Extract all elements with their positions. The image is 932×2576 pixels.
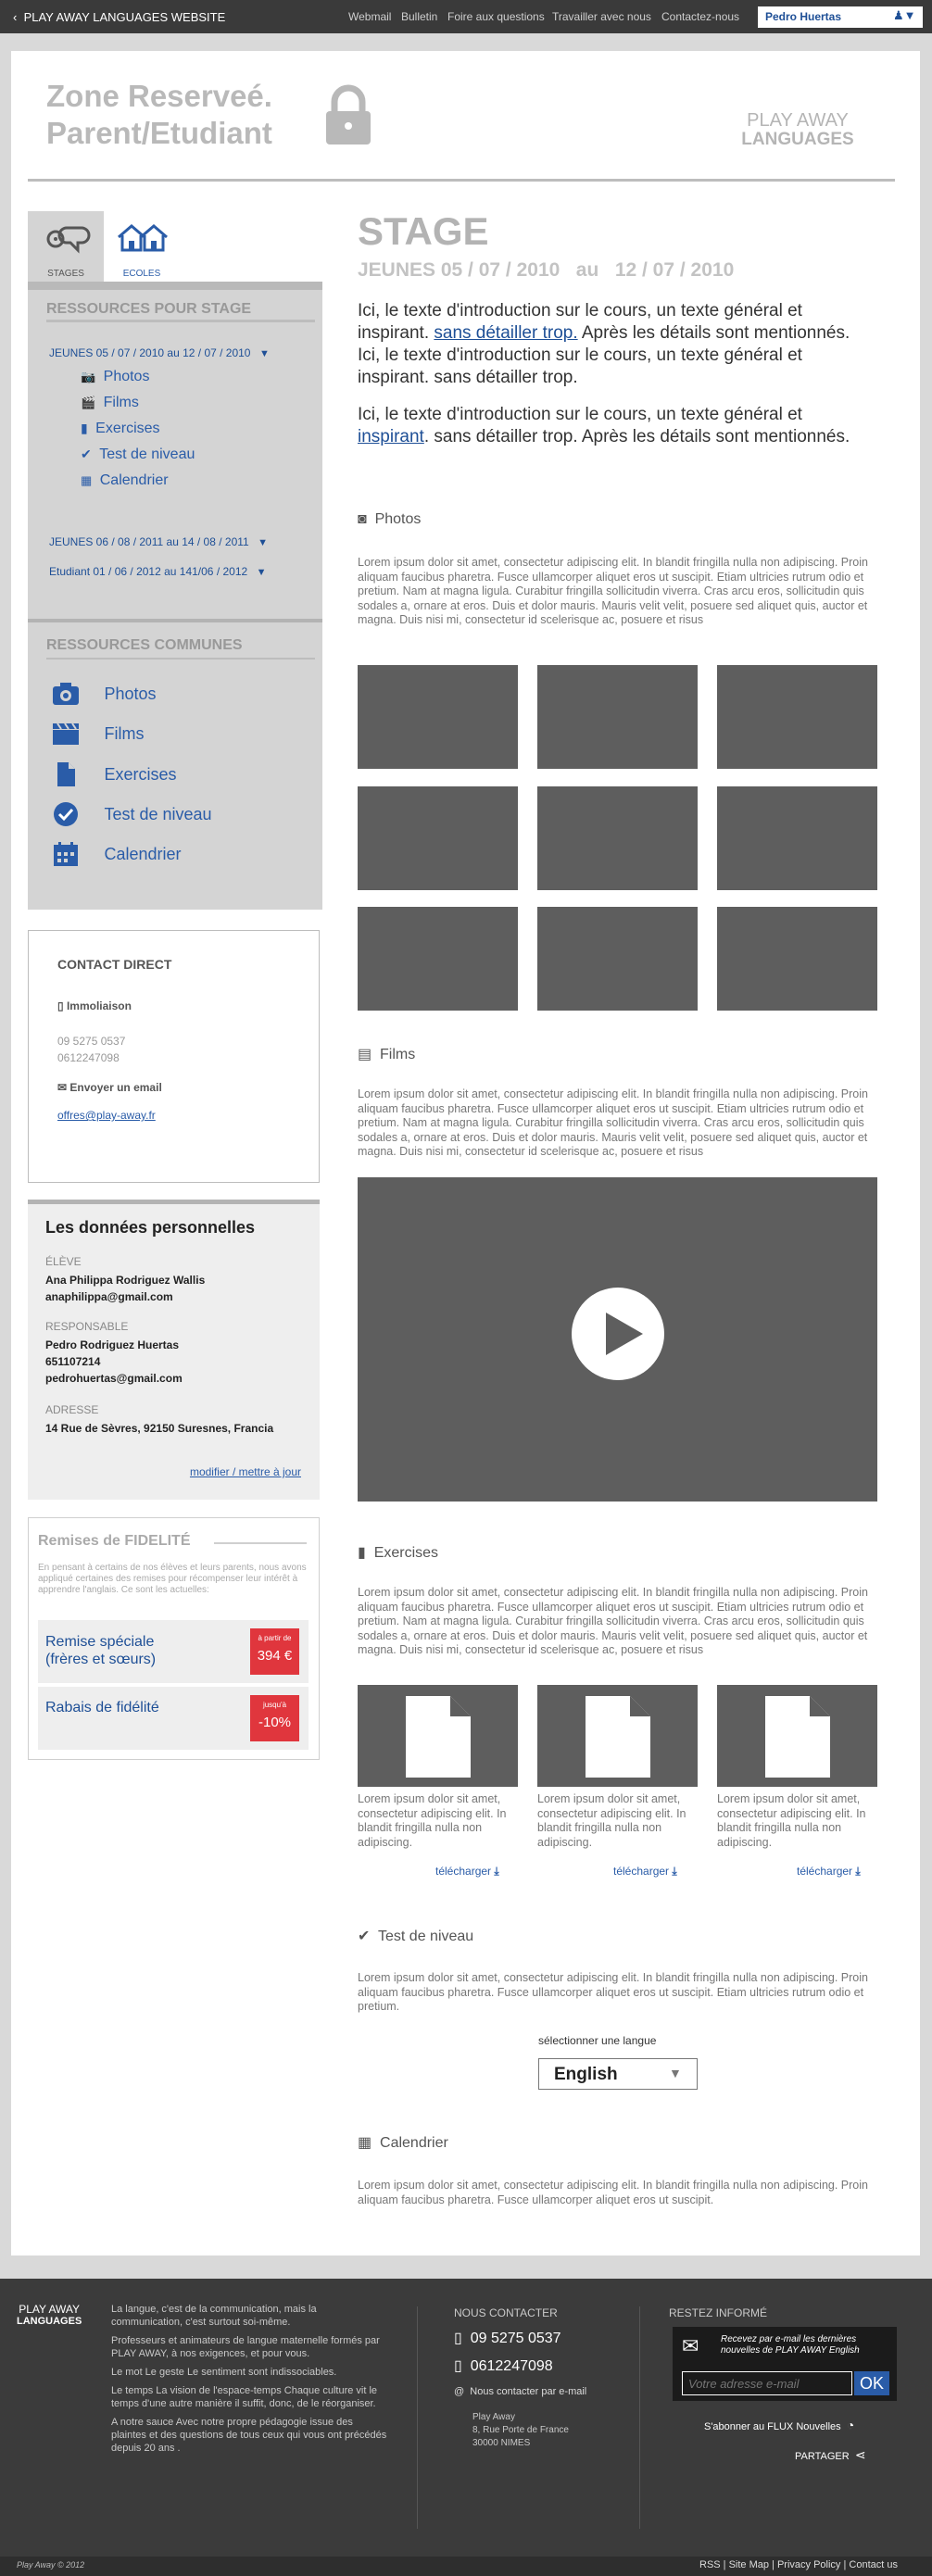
student-details [45, 1272, 205, 1305]
header-separator [28, 179, 895, 182]
intro1-text-b: Après les détails sont mentionnés. Ici, le texte d'introduction sur le cours, un texte général et inspirant. sans détailler trop. [358, 323, 850, 387]
personal-title: Les données personnelles [45, 1218, 256, 1237]
caret-down-icon: ▼ [250, 567, 267, 578]
footer-phone1-label: 09 5275 0537 [470, 2331, 561, 2346]
intro-paragraph-1 [358, 300, 858, 389]
offer-siblings-badge-small: à partir de [258, 1634, 292, 1642]
download-icon: ⤓ [855, 1865, 861, 1878]
rss-icon: ◔ [846, 2418, 855, 2432]
copyright: Play Away © 2012 [17, 2560, 85, 2570]
fidelity-title-rule [214, 1542, 307, 1544]
check-circle-icon: ✔ [358, 1929, 371, 1944]
footer [0, 2279, 932, 2557]
stage-films-label: Films [103, 395, 139, 410]
document-icon [404, 1694, 472, 1779]
share-button[interactable] [795, 2447, 866, 2463]
footer-links[interactable]: RSS | Site Map | Privacy Policy | Contact us [699, 2559, 898, 2570]
offer-siblings-badge-value: 394 € [257, 1648, 293, 1664]
films-description: Lorem ipsum dolor sit amet, consectetur adipiscing elit. In blandit fringilla nulla non adipiscing. Proin aliquam faucibus pharetra. Fusce ullamcorper aliquet eros ut suscipit. Etiam ultricies rutrum odio et pretium. Nam at magna ligula. Curabitur fringilla sollicitudin viverra. Cras arcu eros, sollicitudin quis sodales a, ornare at eros. Duis et dolor mauris. Mauris velit velit, posuere sed aliquet quis, auctor et magna. Duis nisi mi, consectetur id scelerisque ac, posuere et risus [358, 1087, 868, 1158]
stage-resources-title: RESSOURCES POUR STAGE [46, 301, 252, 317]
stage-group-1[interactable] [49, 346, 270, 359]
top-bar [0, 0, 932, 33]
common-exercises-label: Exercises [104, 764, 177, 784]
calendar-description: Lorem ipsum dolor sit amet, consectetur adipiscing elit. In blandit fringilla nulla non adipiscing. Proin aliquam faucibus pharetra. Fusce ullamcorper aliquet eros ut suscipit. [358, 2179, 868, 2206]
footer-phone2-label: 0612247098 [470, 2358, 553, 2374]
footer-brand-top: PLAY AWAY [19, 2303, 81, 2316]
user-icon: ♟▼ [893, 8, 916, 22]
footer-contact-title: NOUS CONTACTER [454, 2306, 558, 2319]
offer-loyalty-label: Rabais de fidélité [45, 1700, 159, 1715]
intro-paragraph-2 [358, 404, 858, 448]
tab-underline [28, 282, 322, 290]
send-email-label: Envoyer un email [69, 1081, 162, 1094]
tab-stages-label: STAGES [47, 269, 84, 279]
responsible-details [45, 1337, 183, 1387]
films-heading [358, 1045, 415, 1063]
footer-logo [17, 2303, 82, 2327]
exercise-caption: Lorem ipsum dolor sit amet, consectetur adipiscing elit. In blandit fringilla nulla non adipiscing. [717, 1792, 866, 1849]
common-test-label: Test de niveau [104, 804, 212, 823]
footer-address-1: Play Away [472, 2412, 515, 2422]
footer-about-3: Le mot Le geste Le sentiment sont indissociables. [111, 2367, 337, 2378]
intro2-link[interactable]: inspirant [358, 427, 424, 446]
check-circle-icon [52, 801, 80, 827]
common-photos-label: Photos [104, 684, 157, 703]
document-icon: ▮ [358, 1545, 366, 1561]
video-player[interactable] [358, 1177, 877, 1502]
brand-logo [737, 110, 858, 148]
tab-stages[interactable] [28, 211, 104, 282]
envelope-icon: ✉ [57, 1081, 68, 1094]
schools-icon [115, 219, 170, 256]
stage-exercises-label: Exercises [95, 421, 160, 436]
footer-about-2: Professeurs et animateurs de langue maternelle formés par PLAY AWAY, à nos exigences, et pour vous. [111, 2335, 380, 2359]
exercises-description: Lorem ipsum dolor sit amet, consectetur adipiscing elit. In blandit fringilla nulla non adipiscing. Proin aliquam faucibus pharetra. Fusce ullamcorper aliquet eros ut suscipit. Etiam ultricies rutrum odio et pretium. Nam at magna ligula. Curabitur fringilla sollicitudin viverra. Cras arcu eros, sollicitudin quis sodales a, ornare at eros. Duis et dolor mauris. Mauris velit velit, posuere sed aliquet quis, auctor et magna. Duis nisi mi, consectetur id scelerisque ac, posuere et risus [358, 1586, 868, 1656]
photo-thumbnail[interactable] [358, 786, 518, 890]
contact-email-link[interactable]: offres@play-away.fr [57, 1109, 156, 1122]
stage-group-2-label: JEUNES 06 / 08 / 2011 au 14 / 08 / 2011 [49, 535, 249, 548]
back-label: PLAY AWAY LANGUAGES WEBSITE [23, 10, 226, 24]
play-icon[interactable] [571, 1287, 665, 1381]
caret-down-icon: ▼ [253, 348, 270, 359]
footer-address-3: 30000 NIMES [472, 2438, 531, 2448]
footer-about-4: Le temps La vision de l'espace-temps Chaque culture vit le temps d'une autre manière il suffit, donc, de le réorganiser. [111, 2385, 378, 2409]
fidelity-intro: En pensant à certains de nos élèves et leurs parents, nous avons appliqué certaines des remises pour récompenser leur intérêt à apprendre l'anglais. Ce sont les actuelles: [38, 1563, 307, 1595]
personal-data-box [28, 1200, 320, 1500]
common-title-rule [46, 658, 315, 660]
lock-icon [322, 83, 374, 146]
tab-ecoles[interactable] [104, 211, 180, 282]
page-header-title [46, 78, 272, 152]
exercises-heading [358, 1543, 438, 1562]
send-email-link[interactable] [57, 1081, 162, 1094]
brand-top: PLAY AWAY [747, 110, 849, 131]
camera-icon: ◙ [358, 511, 367, 527]
stage-calendar-label: Calendrier [99, 472, 169, 488]
intro1-text-a: Ici, le texte d'introduction sur le cours, un texte général et inspirant. [358, 301, 802, 343]
footer-phone2[interactable] [454, 2356, 553, 2375]
offer-loyalty-badge-small: jusqu'à [262, 1701, 287, 1709]
student-email: anaphilippa@gmail.com [45, 1290, 173, 1303]
exercise-caption: Lorem ipsum dolor sit amet, consectetur adipiscing elit. In blandit fringilla nulla non adipiscing. [537, 1792, 686, 1849]
offer-loyalty-badge [250, 1695, 299, 1741]
stage-group-1-label: JEUNES 05 / 07 / 2010 au 12 / 07 / 2010 [49, 346, 251, 359]
download-label: télécharger [435, 1865, 492, 1878]
brand-bottom: LANGUAGES [741, 130, 854, 149]
clapper-icon: ▤ [358, 1047, 372, 1062]
photo-thumbnail[interactable] [717, 786, 877, 890]
nav-contact[interactable]: Contactez-nous [661, 10, 740, 23]
stage-title-rule [46, 320, 315, 322]
common-calendar-link[interactable] [52, 841, 182, 867]
calendar-heading-label: Calendrier [380, 2135, 448, 2151]
nav-faq[interactable]: Foire aux questions [447, 10, 545, 23]
envelope-icon: ✉ [682, 2334, 699, 2357]
photo-thumbnail[interactable] [358, 907, 518, 1011]
contact-phone1: 09 5275 0537 [57, 1035, 126, 1048]
responsible-phone: 651107214 [45, 1355, 101, 1368]
rss-subscribe-link[interactable] [704, 2418, 854, 2432]
download-button[interactable] [435, 1865, 499, 1879]
nav-work-with-us[interactable]: Travailler avec nous [552, 10, 651, 23]
document-icon [52, 761, 80, 787]
rss-label: S'abonner au FLUX Nouvelles [704, 2421, 841, 2432]
footer-brand-bottom: LANGUAGES [17, 2316, 82, 2327]
photos-heading [358, 511, 421, 528]
newsletter-text: Recevez par e-mail les dernières nouvelles de PLAY AWAY English [721, 2334, 860, 2356]
offer-siblings-line2: (frères et sœurs) [45, 1652, 157, 1667]
download-label: télécharger [613, 1865, 670, 1878]
calendar-heading [358, 2133, 448, 2152]
exercise-thumbnail[interactable] [537, 1685, 698, 1787]
exercise-caption: Lorem ipsum dolor sit amet, consectetur adipiscing elit. In blandit fringilla nulla non adipiscing. [358, 1792, 507, 1849]
at-icon: @ [454, 2386, 465, 2397]
user-menu[interactable] [758, 6, 923, 28]
camera-icon [52, 682, 80, 706]
stage-group-2[interactable] [49, 535, 268, 548]
download-label: télécharger [797, 1865, 853, 1878]
test-heading-label: Test de niveau [378, 1929, 474, 1944]
update-data-link[interactable]: modifier / mettre à jour [189, 1465, 301, 1478]
stage-films-link[interactable] [81, 395, 139, 411]
offer-siblings-label [45, 1633, 156, 1668]
phone-icon: ▯ [454, 2331, 462, 2346]
footer-bottom-bar [0, 2557, 932, 2576]
common-films-label: Films [104, 723, 145, 743]
offer-siblings[interactable] [38, 1620, 309, 1683]
fidelity-title: Remises de FIDELITÉ [38, 1533, 191, 1549]
calendar-icon: ▦ [358, 2135, 372, 2151]
common-test-link[interactable] [52, 801, 212, 827]
photo-thumbnail[interactable] [358, 665, 518, 769]
back-to-website-link[interactable]: ‹ PLAY AWAY LANGUAGES WEBSITE [13, 10, 226, 24]
clapper-icon: 🎬 [81, 396, 96, 409]
stages-icon [41, 219, 93, 256]
footer-about-5: A notre sauce Avec notre propre pédagogie issue des plaintes et des questions de tous ceux qui vous ont précédés depuis 20 ans . [111, 2417, 387, 2454]
clapper-icon [52, 722, 80, 746]
newsletter-ok-button[interactable]: OK [854, 2371, 889, 2395]
stage-group-3[interactable] [49, 565, 267, 578]
footer-email-label: Nous contacter par e-mail [470, 2386, 587, 2397]
photos-description: Lorem ipsum dolor sit amet, consectetur adipiscing elit. In blandit fringilla nulla non adipiscing. Proin aliquam faucibus pharetra. Fusce ullamcorper aliquet eros ut suscipit. Etiam ultricies rutrum odio et pretium. Nam at magna ligula. Curabitur fringilla sollicitudin viverra. Cras arcu eros, sollicitudin quis sodales a, ornare at eros. Duis et dolor mauris. Mauris velit velit, posuere sed aliquet quis, auctor et magna. Duis nisi mi, consectetur id scelerisque ac, posuere et risus [358, 556, 868, 626]
exercises-heading-label: Exercises [373, 1545, 439, 1561]
share-icon: ⋖ [854, 2447, 866, 2462]
stage-test-link[interactable] [81, 446, 195, 463]
download-icon: ⤓ [672, 1865, 677, 1878]
photo-thumbnail[interactable] [537, 665, 698, 769]
offer-loyalty-badge-value: -10% [258, 1715, 292, 1730]
language-select-value: English [554, 2065, 618, 2084]
student-name: Ana Philippa Rodriguez Wallis [45, 1274, 206, 1287]
footer-address [472, 2411, 569, 2450]
common-resources-title: RESSOURCES COMMUNES [46, 637, 243, 653]
intro1-link[interactable]: sans détailler trop. [434, 323, 578, 343]
stage-calendar-link[interactable] [81, 472, 169, 489]
nav-bulletin[interactable]: Bulletin [401, 10, 438, 23]
page-subtitle: JEUNES 05 / 07 / 2010 au 12 / 07 / 2010 [358, 259, 735, 281]
intro2-text-b: . sans détailler trop. Après les détails sont mentionnés. [423, 427, 850, 446]
offer-loyalty[interactable] [38, 1687, 309, 1750]
student-label: ÉLÈVE [45, 1255, 82, 1268]
test-description: Lorem ipsum dolor sit amet, consectetur adipiscing elit. In blandit fringilla nulla non adipiscing. Proin aliquam faucibus pharetra. Fusce ullamcorper aliquet eros ut suscipit. Etiam ultricies rutrum odio et pretium. [358, 1971, 868, 2013]
download-button[interactable] [613, 1865, 677, 1879]
common-photos-link[interactable] [52, 682, 157, 706]
responsible-email: pedrohuertas@gmail.com [45, 1372, 183, 1385]
footer-about-1: La langue, c'est de la communication, mais la communication, c'est surtout soi-même. [111, 2304, 317, 2328]
mobile-icon: ▯ [454, 2358, 462, 2374]
common-calendar-label: Calendrier [104, 844, 182, 863]
phone-icon: ▯ [57, 999, 64, 1012]
footer-phone1[interactable] [454, 2329, 561, 2347]
user-name: Pedro Huertas [765, 10, 842, 23]
photos-heading-label: Photos [374, 511, 422, 527]
stage-group-3-label: Etudiant 01 / 06 / 2012 au 141/06 / 2012 [49, 565, 248, 578]
test-heading [358, 1927, 473, 1945]
photo-thumbnail[interactable] [717, 665, 877, 769]
nav-webmail[interactable]: Webmail [348, 10, 392, 23]
newsletter-email-input[interactable] [682, 2371, 852, 2395]
contact-direct-box [28, 930, 320, 1183]
stage-test-label: Test de niveau [99, 446, 195, 462]
photo-thumbnail[interactable] [717, 907, 877, 1011]
document-icon [584, 1694, 652, 1779]
films-heading-label: Films [380, 1047, 416, 1062]
responsible-name: Pedro Rodriguez Huertas [45, 1338, 180, 1351]
calendar-icon: ▦ [81, 473, 93, 487]
offer-siblings-line1: Remise spéciale [45, 1634, 155, 1650]
exercise-thumbnail[interactable] [358, 1685, 518, 1787]
photo-thumbnail[interactable] [537, 786, 698, 890]
page-title: STAGE [358, 209, 489, 253]
calendar-icon [52, 841, 80, 867]
newsletter-title: RESTEZ INFORMÉ [669, 2306, 768, 2319]
footer-divider [639, 2306, 640, 2529]
contact-phone2: 0612247098 [57, 1051, 120, 1064]
responsible-label: RESPONSABLE [45, 1320, 129, 1333]
share-label: PARTAGER [795, 2451, 850, 2462]
download-button[interactable] [797, 1865, 861, 1879]
offer-siblings-badge [250, 1628, 299, 1675]
camera-icon: 📷 [81, 370, 96, 383]
im-label: Immoliaison [66, 999, 132, 1012]
footer-divider [417, 2306, 418, 2529]
document-icon: ▮ [81, 421, 88, 435]
stage-exercises-link[interactable] [81, 421, 160, 437]
stage-photos-label: Photos [103, 369, 150, 384]
fidelity-box [28, 1517, 320, 1760]
chevron-down-icon: ▼ [669, 2066, 682, 2080]
contact-title: CONTACT DIRECT [57, 957, 172, 972]
download-icon: ⤓ [494, 1865, 499, 1878]
photo-thumbnail[interactable] [537, 907, 698, 1011]
footer-address-2: 8, Rue Porte de France [472, 2425, 569, 2435]
address-value: 14 Rue de Sèvres, 92150 Suresnes, Francia [45, 1422, 274, 1435]
language-select[interactable] [538, 2058, 698, 2090]
exercise-thumbnail[interactable] [717, 1685, 877, 1787]
document-icon [763, 1694, 832, 1779]
stage-photos-link[interactable] [81, 369, 149, 385]
tab-ecoles-label: ECOLES [122, 269, 161, 279]
language-select-label: sélectionner une langue [538, 2034, 657, 2047]
contact-phones [57, 1033, 125, 1066]
header-title-line1: Zone Reserveé. [46, 79, 272, 113]
caret-down-icon: ▼ [252, 537, 269, 548]
header-title-line2: Parent/Etudiant [46, 116, 272, 150]
common-exercises-link[interactable] [52, 761, 176, 787]
footer-about [111, 2303, 389, 2455]
intro2-text-a: Ici, le texte d'introduction sur le cours, un texte général et [358, 405, 802, 424]
check-circle-icon: ✔ [81, 446, 92, 461]
newsletter-box [673, 2327, 897, 2401]
footer-email-link[interactable] [454, 2386, 586, 2397]
common-films-link[interactable] [52, 722, 144, 746]
address-label: ADRESSE [45, 1403, 99, 1416]
im-link[interactable] [57, 999, 132, 1012]
